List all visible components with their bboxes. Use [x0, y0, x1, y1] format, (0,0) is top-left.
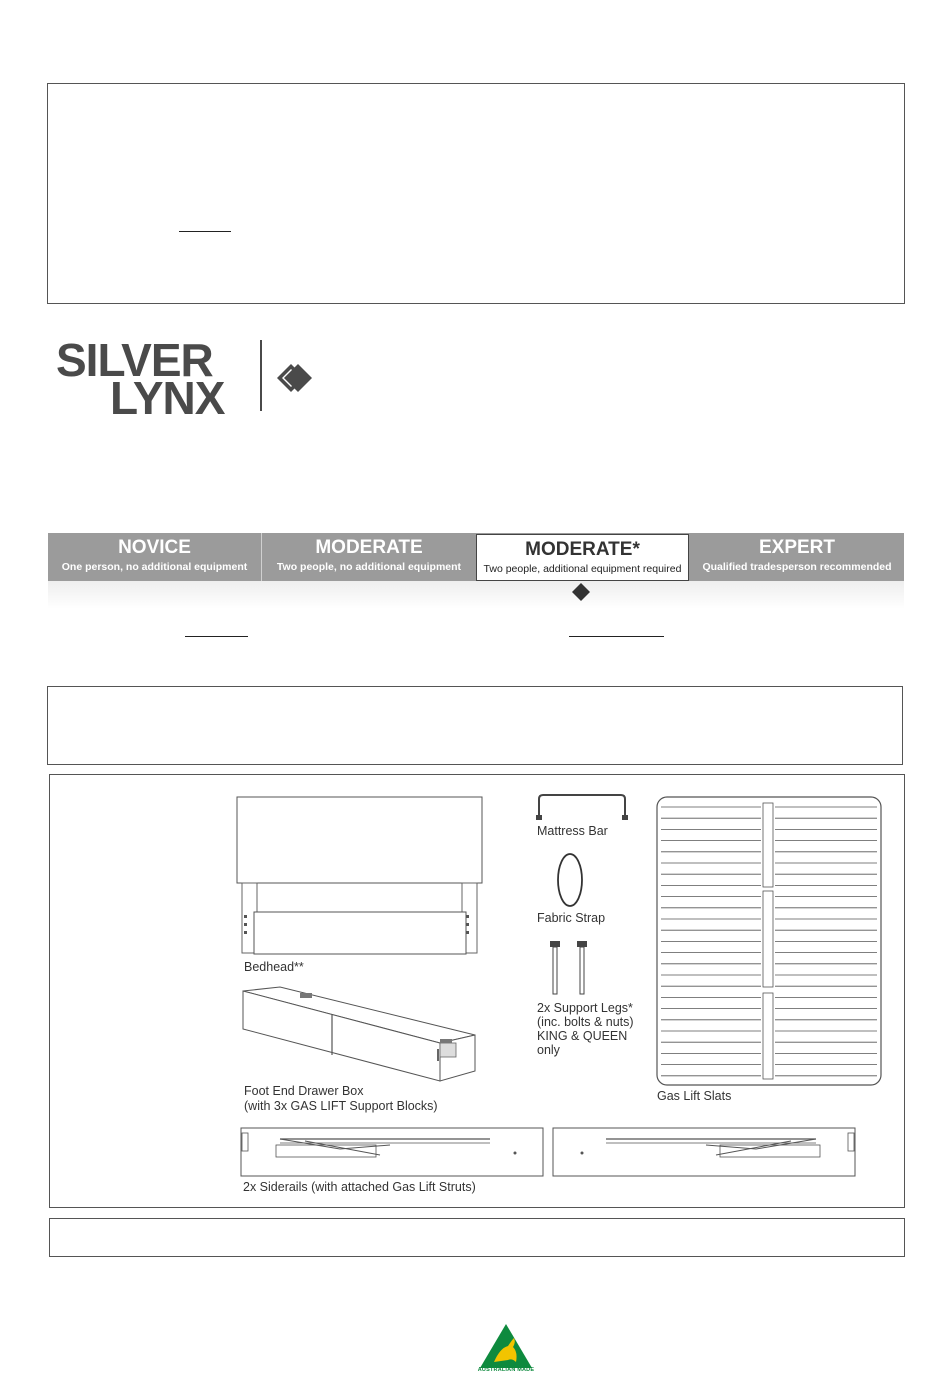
- difficulty-novice: [48, 533, 262, 581]
- bedhead-label: Bedhead**: [244, 960, 304, 974]
- mattress-bar-label: Mattress Bar: [537, 824, 608, 838]
- support-legs-label-line2: (inc. bolts & nuts): [537, 1015, 634, 1029]
- foot-end-label-line2: (with 3x GAS LIFT Support Blocks): [244, 1099, 438, 1113]
- gas-lift-slats-label: Gas Lift Slats: [657, 1089, 732, 1103]
- support-legs-label-line1: 2x Support Legs*: [537, 1001, 633, 1015]
- difficulty-subtitle: Two people, no additional equipment: [276, 561, 462, 573]
- gas-lift-slats-illustration: [655, 795, 883, 1087]
- footer-note-box: [49, 1218, 905, 1257]
- difficulty-expert: [690, 533, 904, 581]
- australian-made-text: AUSTRALIAN MADE: [477, 1367, 535, 1373]
- section-underline-left: [185, 636, 248, 637]
- difficulty-title: EXPERT: [758, 537, 836, 558]
- support-legs-label-line4: only: [537, 1043, 560, 1057]
- brand-line-2: LYNX: [110, 372, 225, 424]
- difficulty-subtitle: Qualified tradesperson recommended: [702, 561, 892, 573]
- difficulty-subtitle: One person, no additional equipment: [61, 561, 248, 573]
- note-box: [47, 686, 903, 765]
- header-underline: [179, 231, 231, 232]
- support-legs-label-line3: KING & QUEEN: [537, 1029, 628, 1043]
- foot-end-drawer-illustration: [240, 985, 480, 1085]
- difficulty-moderate-star: [476, 534, 689, 581]
- fabric-strap-label: Fabric Strap: [537, 911, 606, 925]
- difficulty-moderate: [262, 533, 476, 581]
- mattress-bar-icon: [535, 793, 631, 821]
- bedhead-illustration: [234, 795, 486, 960]
- foot-end-label-line1: Foot End Drawer Box: [244, 1084, 364, 1098]
- support-legs-icon: [547, 938, 593, 996]
- difficulty-title: MODERATE: [315, 537, 423, 558]
- lynx-diamond-icon: [276, 364, 312, 392]
- siderail-right-illustration: [552, 1127, 858, 1179]
- difficulty-bar-shadow: [48, 581, 904, 609]
- brand-line-1: SILVER: [56, 334, 213, 386]
- logo-separator: [260, 340, 262, 411]
- difficulty-title: NOVICE: [118, 537, 191, 558]
- siderail-left-illustration: [240, 1127, 546, 1179]
- fabric-strap-icon: [555, 852, 585, 908]
- difficulty-subtitle: Two people, additional equipment required: [483, 563, 682, 575]
- section-underline-right: [569, 636, 664, 637]
- selected-level-marker-icon: [572, 583, 590, 601]
- difficulty-title: MODERATE*: [525, 539, 640, 560]
- siderails-label: 2x Siderails (with attached Gas Lift Struts): [243, 1180, 476, 1194]
- header-info-box: [47, 83, 905, 304]
